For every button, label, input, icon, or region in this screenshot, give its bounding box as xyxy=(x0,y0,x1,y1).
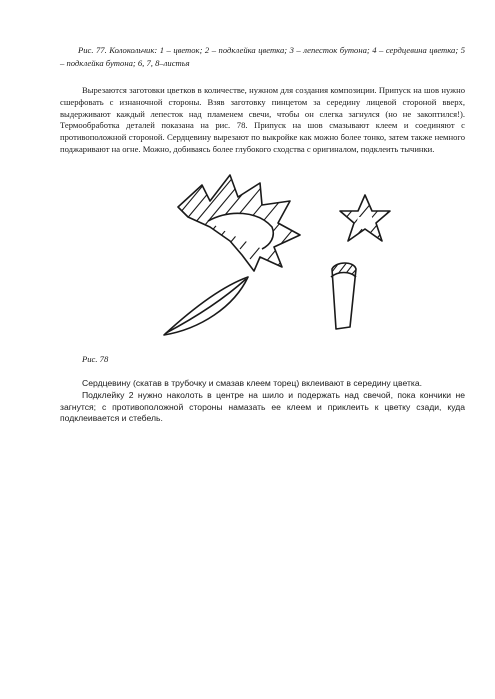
bud-petal-icon xyxy=(328,259,364,329)
secondary-text xyxy=(60,378,465,425)
figure-78-label: Рис. 78 xyxy=(82,354,109,364)
paragraph: Подклейку 2 нужно наколоть в центре на шило и подержать над свечой, пока кончики не загнутся; с противоположной стороны намазать ее клеем и приклеить к цветку сзади, куда подклеивается и стебель. xyxy=(60,389,465,424)
figure-77-caption: Рис. 77. Колокольчик: 1 – цветок; 2 – подклейка цветка; 3 – лепесток бутона; 4 – сердцевина цветка; 5 – подклейка бутона; 6, 7, 8–листья xyxy=(60,45,465,68)
paragraph: Сердцевину (скатав в трубочку и смазав клеем торец) вклеивают в середину цветка. xyxy=(82,378,422,388)
star-shape-icon xyxy=(340,189,406,253)
main-text xyxy=(60,85,465,156)
paragraph: Вырезаются заготовки цветков в количестве, нужном для создания композиции. Припуск на шов нужно сшерфовать с изнаночной стороны. Взяв заготовку пинцетом за середину лицевой стороной вверх, выдерживают каждый лепесток над пламенем свечи, чтобы он слегка загнулся (но не закоптился!). Термообработка деталей показана на рис. 78. Припуск на шов смазывают клеем и соединяют с противоположной стороной. Сердцевину вырезают по выкройке как можно более тонко, затем также немного поджаривают на огне. Можно, добиваясь более глубокого сходства с оригиналом, подклеить тычинки. xyxy=(60,85,465,154)
figure-78-drawing xyxy=(150,165,415,355)
leaf-shape-icon xyxy=(164,277,248,335)
flower-shape-icon xyxy=(170,165,320,275)
